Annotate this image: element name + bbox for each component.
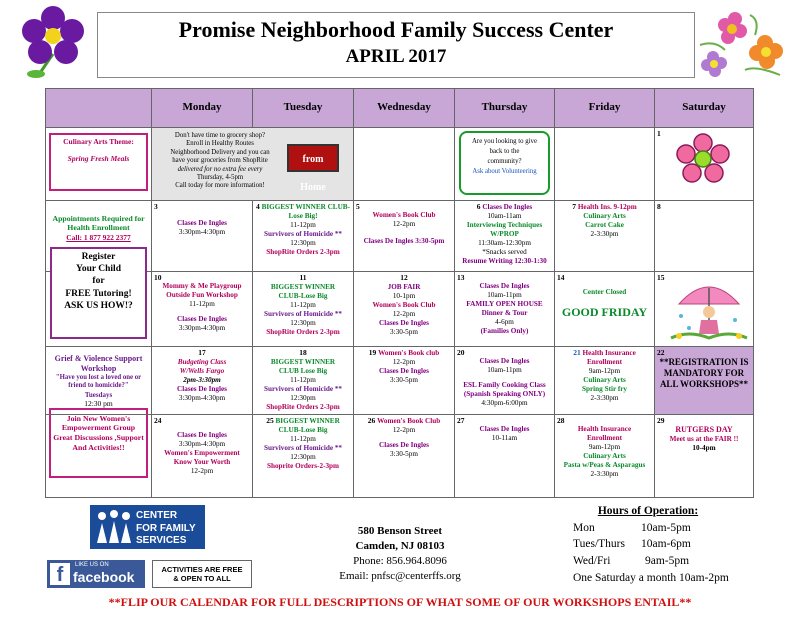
event-time: 9am-12pm (588, 443, 621, 452)
event-name: FAMILY OPEN HOUSE (466, 300, 543, 309)
hours-day: Wed/Fri (573, 555, 611, 568)
event-time: 11-12pm (290, 220, 316, 229)
event-name: Women's Book Club (377, 416, 441, 425)
event-name: ShopRite Orders 2-3pm (266, 327, 340, 336)
cell-thu-6 (455, 200, 555, 271)
event-time: 2-3:30pm (590, 229, 619, 238)
cell-tue-25 (253, 414, 354, 497)
day-number: 22 (657, 347, 665, 357)
event-time: 2-3:30pm (590, 470, 619, 479)
day-number: 15 (657, 272, 665, 282)
day-number: 10 (154, 272, 162, 282)
event-name: ShopRite Orders 2-3pm (266, 402, 340, 411)
cell-wed-12 (354, 271, 455, 346)
cell-sat-29 (655, 414, 754, 497)
register-line: Register (81, 251, 116, 262)
event-name: Clases De Ingles (479, 357, 530, 366)
event-name: Health Insurance (582, 348, 636, 357)
day-number: 11 (299, 272, 307, 282)
event-name: Clases De Ingles (177, 384, 227, 393)
flip-calendar-notice: **FLIP OUR CALENDAR FOR FULL DESCRIPTIONS OF WHAT SOME OF OUR WORKSHOPS ENTAIL** (108, 595, 692, 609)
logo-line: FOR FAMILY (136, 522, 196, 534)
hours-title: Hours of Operation: (597, 505, 699, 517)
event-name: Survivors of Homicide ** (263, 309, 343, 318)
grocery-line: have your groceries from ShopRite (172, 157, 268, 165)
event-time: 3:30pm-4:30pm (178, 324, 226, 333)
event-name: Outside Fun Workshop (166, 291, 238, 300)
appointments-text: Appointments Required for Health Enrollment (52, 213, 145, 233)
grief-question: "Have you lost a loved one or friend to homicide?" (55, 373, 142, 390)
cell-wed-26 (354, 414, 455, 497)
cell-fri-blank (555, 127, 655, 200)
facebook-f-icon: f (50, 563, 70, 585)
address-street: 580 Benson Street (357, 525, 443, 537)
day-number: 17 (198, 347, 206, 357)
event-time: 10-4pm (692, 444, 716, 453)
event-name: Carrot Cake (585, 220, 624, 229)
volunteer-link[interactable]: Ask about Volunteering (472, 168, 537, 176)
event-name: Culinary Arts (583, 211, 626, 220)
cell-tue-11 (253, 271, 354, 346)
event-name: Clases De Ingles (479, 425, 530, 434)
day-header-tuesday: Tuesday (253, 89, 354, 128)
event-name: Clases De Ingles (177, 315, 227, 324)
day-number: 13 (457, 272, 465, 282)
hours-day: Mon (573, 521, 595, 534)
cell-tue-4 (253, 200, 354, 271)
day-header-friday: Friday (555, 89, 655, 128)
day-number: 20 (457, 347, 465, 357)
facebook-badge[interactable] (47, 560, 145, 588)
event-time: 12:30pm (290, 452, 316, 461)
logo-line: SERVICES (136, 535, 187, 546)
from-home-logo: from Home (287, 144, 339, 172)
people-logo-icon (94, 509, 134, 545)
hours-time: 9am-5pm (645, 555, 690, 568)
event-name: Clases De Ingles (379, 440, 429, 449)
cell-thu-27 (455, 414, 555, 497)
cell-fri-7 (555, 200, 655, 271)
event-time: 12-2pm (392, 425, 416, 434)
day-header-monday: Monday (152, 89, 253, 128)
address-city: Camden, NJ 08103 (355, 539, 445, 552)
event-name: Survivors of Homicide ** (263, 384, 343, 393)
grocery-line: Call today for more information! (175, 182, 265, 190)
grocery-line: Neighborhood Delivery and you can (170, 148, 270, 156)
day-number: 5 (356, 201, 360, 211)
side-culinary (46, 127, 152, 200)
day-number: 3 (154, 201, 158, 211)
event-name: Clases De Ingles (479, 282, 530, 291)
event-name: JOB FAIR (387, 282, 421, 291)
event-name: BIGGEST WINNER (270, 282, 336, 291)
corner-cell (46, 89, 152, 128)
side-women (46, 414, 152, 497)
culinary-theme-value: Spring Fresh Meals (67, 153, 130, 163)
event-name: Budgeting Class (177, 357, 227, 366)
culinary-theme-label: Culinary Arts Theme: (63, 136, 134, 146)
address-phone: Phone: 856.964.8096 (353, 554, 447, 567)
event-name: CLUB-Lose Big (278, 425, 328, 434)
free-line: ACTIVITIES ARE FREE (161, 565, 243, 574)
cell-sat-1 (655, 127, 754, 200)
women-group-desc: Great Discussions ,Support And Activities!! (53, 433, 144, 452)
event-name: Mommy & Me Playgroup (162, 282, 242, 291)
event-time: 3:30-5pm (390, 375, 418, 384)
event-name: Survivors of Homicide ** (263, 443, 343, 452)
event-name: Center Closed (582, 288, 627, 297)
event-time: 4:30pm-6:00pm (481, 399, 528, 408)
event-time: 10am-11pm (487, 291, 522, 300)
free-line: & OPEN TO ALL (173, 574, 231, 583)
cell-sat-8 (655, 200, 754, 271)
event-name: Women's Book Club (372, 211, 436, 219)
event-time: 12-2pm (392, 357, 416, 366)
event-name: Clases De Ingles (379, 318, 429, 327)
registration-notice: **REGISTRATION IS MANDATORY FOR ALL WORKSHOPS** (659, 357, 749, 389)
grocery-line: Don't have time to grocery shop? (174, 131, 266, 139)
register-line: FREE Tutoring! (65, 288, 132, 299)
day-number: 27 (457, 415, 465, 425)
event-name: Know Your Worth (173, 458, 231, 467)
flowers-bouquet-icon (695, 5, 790, 83)
register-line: ASK US HOW!? (64, 301, 133, 312)
event-time: 11-12pm (290, 300, 316, 309)
register-line: for (92, 276, 105, 287)
day-number: 28 (557, 415, 565, 425)
event-name: Clases De Ingles (482, 202, 533, 211)
grocery-line: Enroll in Healthy Routes (186, 140, 254, 148)
event-time: 12-2pm (190, 467, 214, 476)
cell-sat-22 (655, 346, 754, 414)
cell-mon-3 (152, 200, 253, 271)
event-name: Culinary Arts (583, 452, 626, 461)
day-header-wednesday: Wednesday (354, 89, 455, 128)
event-name: ShopRite Orders 2-3pm (266, 247, 340, 256)
event-name: Clases De Ingles 3:30-5pm (363, 237, 445, 245)
event-name: Women's Empowerment (164, 449, 240, 458)
day-number: 6 (476, 201, 481, 211)
day-number: 29 (657, 415, 665, 425)
logo-line: CENTER (136, 510, 178, 521)
day-header-thursday: Thursday (455, 89, 555, 128)
event-name: ESL Family Cooking Class (463, 381, 546, 390)
volunteer-line: community? (487, 157, 522, 165)
day-header-saturday: Saturday (655, 89, 754, 128)
grocery-line: delivered for no extra fee every (177, 165, 263, 173)
address-email[interactable]: Email: pnfsc@centerffs.org (339, 569, 461, 582)
event-time: 10am-11am (487, 211, 522, 220)
event-time: 12:30pm (290, 318, 316, 327)
event-name: Pasta w/Peas & Asparagus (563, 461, 646, 470)
event-time: 12:30pm (290, 238, 316, 247)
day-number: 14 (557, 272, 565, 282)
event-name: Women's Book Club (372, 300, 436, 309)
event-time: 11:30am-12:30pm (478, 238, 531, 247)
center-for-family-services-logo (90, 505, 205, 549)
event-name: CLUB-Lose Big (278, 291, 328, 300)
event-time: 3:30-5pm (390, 449, 418, 458)
event-name: Enrollment (586, 357, 622, 366)
event-time: 10-1pm (392, 291, 416, 300)
event-time: 2pm-3:30pm (183, 375, 221, 384)
event-name: Health Ins. 9-12pm (577, 202, 637, 211)
event-name: GOOD FRIDAY (561, 305, 648, 320)
cell-tue-18 (253, 346, 354, 414)
event-time: 3:30pm-4:30pm (178, 440, 226, 449)
volunteer-line: back to the (489, 147, 520, 155)
event-time: 11-12pm (290, 375, 316, 384)
day-number: 7 (572, 201, 577, 211)
address-block (320, 524, 480, 583)
cell-wed-blank (354, 127, 455, 200)
event-time: 10-11am (491, 434, 518, 443)
day-number: 21 (573, 347, 581, 357)
event-note: (Families Only) (480, 327, 529, 336)
facebook-like-label: LIKE US ON (75, 562, 109, 568)
hours-block (573, 503, 763, 586)
event-time: 11-12pm (189, 300, 215, 309)
side-grief (46, 346, 152, 414)
cell-fri-14 (555, 271, 655, 346)
cell-wed-5 (354, 200, 455, 271)
event-time: 10am-11pm (487, 366, 522, 375)
cell-thu-20 (455, 346, 555, 414)
event-note: *Snacks served (482, 247, 527, 256)
hours-row (573, 520, 763, 537)
grocery-promo-cell (152, 127, 354, 200)
day-number: 25 (266, 415, 274, 425)
hours-row (573, 536, 763, 553)
grief-title: Grief & Violence Support Workshop (54, 353, 143, 373)
event-name: RUTGERS DAY (675, 425, 733, 435)
facebook-label: facebook (73, 569, 135, 585)
event-name: BIGGEST WINNER (275, 416, 340, 425)
activities-free-badge (152, 560, 252, 588)
event-time: 9am-12pm (588, 366, 621, 375)
register-line: Your Child (76, 264, 121, 274)
event-name: Dinner & Tour (481, 309, 528, 318)
cell-fri-21 (555, 346, 655, 414)
event-time: 12-2pm (392, 220, 416, 228)
event-time: 11-12pm (290, 434, 316, 443)
cell-mon-17 (152, 346, 253, 414)
event-time: 3:30-5pm (390, 327, 418, 336)
volunteer-cell (455, 127, 555, 200)
day-number: 19 (368, 347, 377, 357)
day-number: 1 (657, 128, 661, 138)
hours-time: 10am-6pm (641, 538, 691, 551)
event-time: 12:30pm (290, 393, 316, 402)
event-time: 3:30pm-4:30pm (178, 228, 226, 236)
day-number: 8 (657, 201, 661, 211)
event-name: Culinary Arts (583, 375, 626, 384)
event-time: 2-3:30pm (590, 393, 619, 402)
side-register (46, 251, 152, 346)
appointments-phone[interactable]: Call: 1 877 922 2377 (66, 233, 131, 243)
event-time: 3:30pm-4:30pm (178, 393, 226, 402)
event-name: CLUB Lose Big (278, 366, 328, 375)
grocery-line: Thursday, 4-5pm (196, 173, 244, 181)
event-name: (Spanish Speaking ONLY) (463, 390, 546, 399)
event-name: W/Wells Fargo (179, 366, 225, 375)
cell-thu-13 (455, 271, 555, 346)
event-name: Spring Stir fry (582, 384, 627, 393)
event-name: Meet us at the FAIR !! (669, 435, 739, 444)
cell-sat-15 (655, 271, 754, 346)
calendar-table (45, 88, 754, 498)
event-time: 12-2pm (392, 309, 416, 318)
event-name: Clases De Ingles (379, 366, 429, 375)
hours-saturday: One Saturday a month 10am-2pm (573, 571, 729, 584)
cell-mon-24 (152, 414, 253, 497)
hours-row (573, 553, 763, 570)
volunteer-line: Are you looking to give (472, 137, 537, 145)
cell-wed-19 (354, 346, 455, 414)
event-name: Clases De Ingles (177, 431, 227, 440)
page-title: Promise Neighborhood Family Success Center (178, 17, 614, 42)
day-number: 4 (256, 201, 260, 211)
cell-mon-10 (152, 271, 253, 346)
cell-fri-28 (555, 414, 655, 497)
event-name: Survivors of Homicide ** (263, 229, 343, 238)
event-name: Enrollment (586, 434, 622, 443)
event-name: Shoprite Orders-2-3pm (266, 461, 340, 470)
event-time: 4-6pm (495, 318, 514, 327)
grief-day: Tuesdays (84, 390, 113, 399)
event-name: Clases De Ingles (177, 219, 227, 227)
event-name: BIGGEST WINNER CLUB-Lose Big! (261, 202, 350, 220)
day-number: 26 (367, 415, 376, 425)
hours-day: Tues/Thurs (573, 538, 625, 551)
umbrella-girl-icon (669, 276, 749, 342)
event-name: Resume Writing 12:30-1:30 (462, 256, 547, 265)
pink-flower-icon (675, 134, 731, 184)
day-number: 12 (400, 272, 408, 282)
grief-time: 12:30 pm (84, 399, 113, 409)
event-name: Women's Book club (378, 348, 440, 357)
women-group-title: Join New Women's Empowerment Group (61, 413, 136, 433)
event-name: Interviewing Techniques W/PROP (466, 220, 543, 238)
event-name: Health Insurance (577, 425, 632, 434)
day-number: 18 (299, 347, 307, 357)
purple-flower-icon (18, 4, 88, 84)
hours-time: 10am-5pm (641, 521, 691, 534)
event-name: BIGGEST WINNER (270, 357, 336, 366)
day-number: 24 (154, 415, 162, 425)
page-subtitle: APRIL 2017 (345, 46, 447, 67)
